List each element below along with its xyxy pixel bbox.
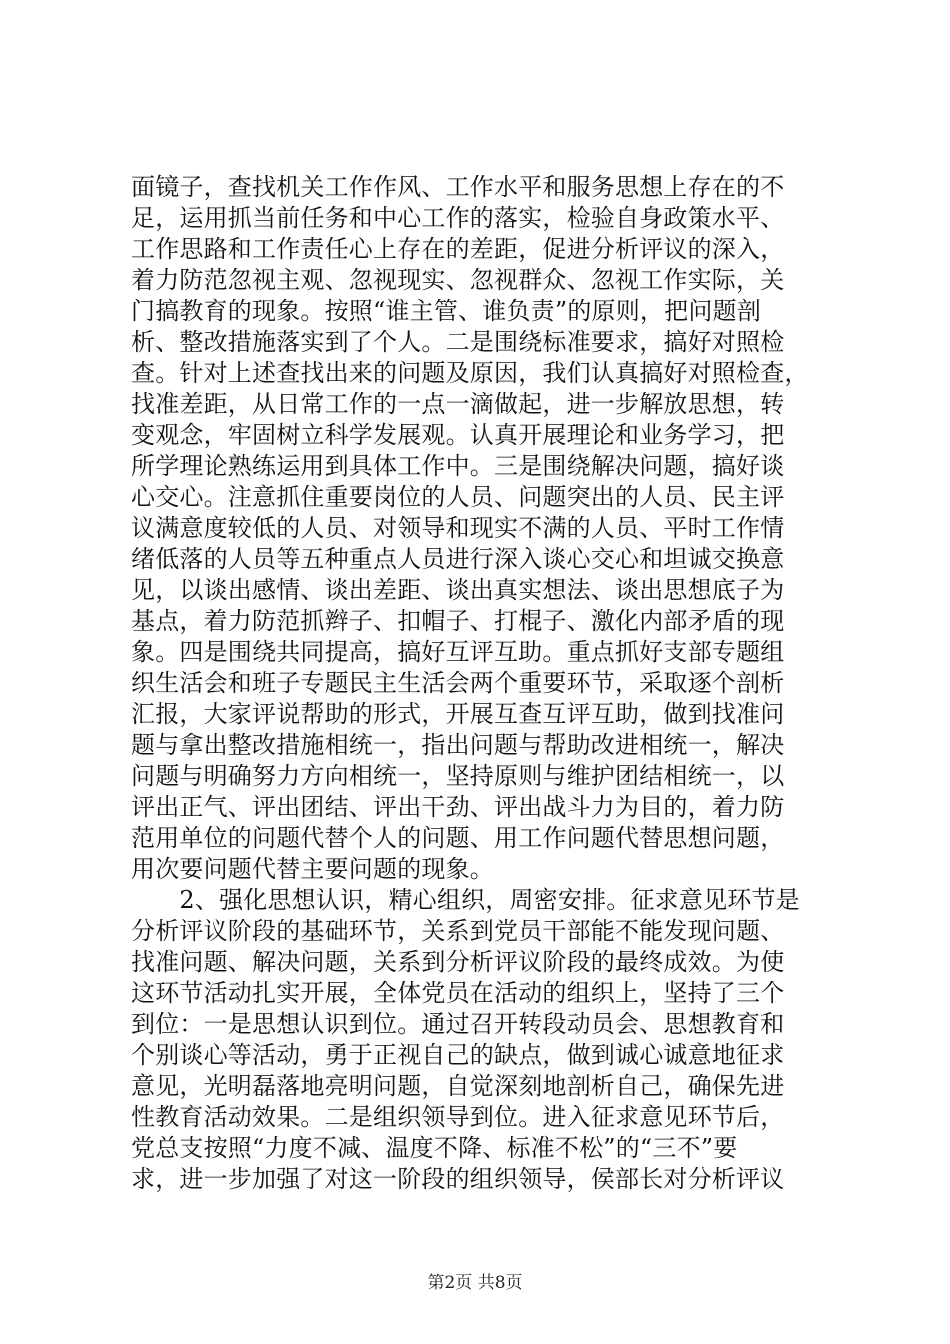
- text-line: 党总支按照“力度不减、温度不降、标准不松”的“三不”要: [131, 1134, 738, 1162]
- text-line: 找准问题、解决问题，关系到分析评议阶段的最终成效。为使: [131, 948, 785, 976]
- body-text: [131, 172, 831, 1195]
- text-line: 变观念，牢固树立科学发展观。认真开展理论和业务学习，把: [131, 421, 785, 449]
- text-line: 评出正气、评出团结、评出干劲、评出战斗力为目的，着力防: [131, 793, 785, 821]
- text-line: 范用单位的问题代替个人的问题、用工作问题代替思想问题，: [131, 824, 785, 852]
- text-line: 象。四是围绕共同提高，搞好互评互助。重点抓好支部专题组: [131, 638, 785, 666]
- text-line: 工作思路和工作责任心上存在的差距，促进分析评议的深入，: [131, 235, 785, 263]
- text-line: 门搞教育的现象。按照“谁主管、谁负责”的原则，把问题剖: [131, 297, 761, 325]
- text-line: 议满意度较低的人员、对领导和现实不满的人员、平时工作情: [131, 514, 785, 542]
- text-line: 基点，着力防范抓辫子、扣帽子、打棍子、激化内部矛盾的现: [131, 607, 785, 635]
- text-line: 性教育活动效果。二是组织领导到位。进入征求意见环节后，: [131, 1103, 785, 1131]
- text-line: 心交心。注意抓住重要岗位的人员、问题突出的人员、民主评: [131, 483, 785, 511]
- text-line: 查。针对上述查找出来的问题及原因，我们认真搞好对照检查，: [131, 359, 809, 387]
- text-line: 求，进一步加强了对这一阶段的组织领导，侯部长对分析评议: [131, 1165, 785, 1193]
- page-number-footer: 第2页 共8页: [427, 1273, 523, 1293]
- text-line: 汇报，大家评说帮助的形式，开展互查互评互助，做到找准问: [131, 700, 785, 728]
- text-line: 面镜子，查找机关工作作风、工作水平和服务思想上存在的不: [131, 173, 785, 201]
- text-line: 见，以谈出感情、谈出差距、谈出真实想法、谈出思想底子为: [131, 576, 785, 604]
- text-line: 分析评议阶段的基础环节，关系到党员干部能不能发现问题、: [131, 917, 785, 945]
- text-line: 绪低落的人员等五种重点人员进行深入谈心交心和坦诚交换意: [131, 545, 785, 573]
- text-line: 着力防范忽视主观、忽视现实、忽视群众、忽视工作实际，关: [131, 266, 785, 294]
- text-line: 足，运用抓当前任务和中心工作的落实，检验自身政策水平、: [131, 204, 785, 232]
- text-line: 所学理论熟练运用到具体工作中。三是围绕解决问题，搞好谈: [131, 452, 785, 480]
- text-line: 题与拿出整改措施相统一，指出问题与帮助改进相统一，解决: [131, 731, 785, 759]
- text-line: 意见，光明磊落地亮明问题，自觉深刻地剖析自己，确保先进: [131, 1072, 785, 1100]
- text-line: 析、整改措施落实到了个人。二是围绕标准要求，搞好对照检: [131, 328, 785, 356]
- text-line: 这环节活动扎实开展，全体党员在活动的组织上，坚持了三个: [131, 979, 785, 1007]
- text-line: 到位：一是思想认识到位。通过召开转段动员会、思想教育和: [131, 1010, 785, 1038]
- text-line: 找准差距，从日常工作的一点一滴做起，进一步解放思想，转: [131, 390, 785, 418]
- text-line: 用次要问题代替主要问题的现象。: [131, 855, 494, 883]
- text-line: 织生活会和班子专题民主生活会两个重要环节，采取逐个剖析: [131, 669, 785, 697]
- text-line: 个别谈心等活动，勇于正视自己的缺点，做到诚心诚意地征求: [131, 1041, 785, 1069]
- text-line: 问题与明确努力方向相统一，坚持原则与维护团结相统一，以: [131, 762, 785, 790]
- paragraph-start-line: 2、强化思想认识，精心组织，周密安排。征求意见环节是: [131, 886, 800, 914]
